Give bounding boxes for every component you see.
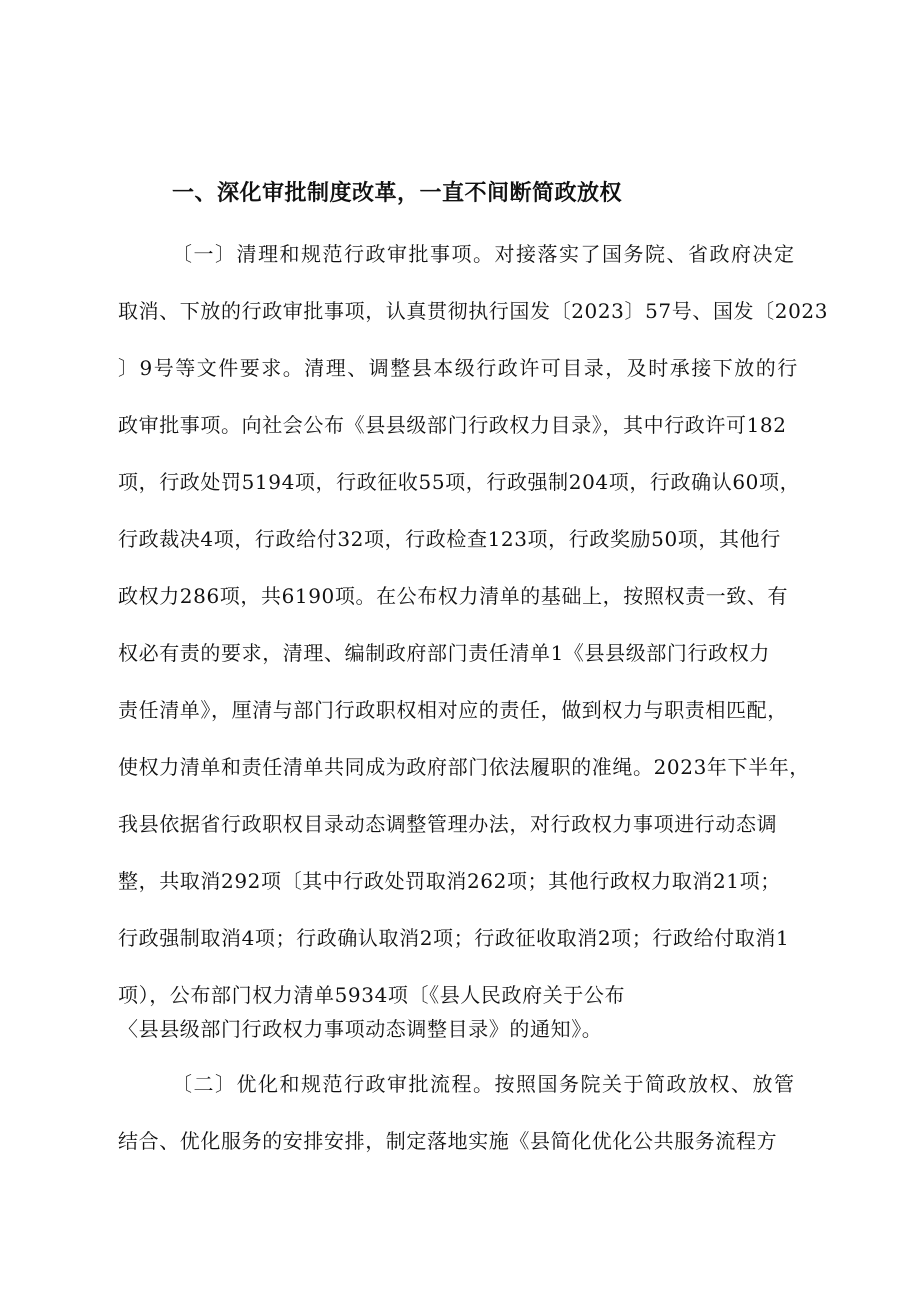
paragraph-line: 政权力286项，共6190项。在公布权力清单的基础上，按照权责一致、有 (118, 584, 789, 608)
paragraph-line: 政审批事项。向社会公布《县县级部门行政权力目录》，其中行政许可182 (118, 413, 787, 437)
paragraph-line: 取消、下放的行政审批事项，认真贯彻执行国发〔2023〕57号、国发〔2023 (118, 299, 829, 323)
paragraph-line: 〔一〕清理和规范行政审批事项。对接落实了国务院、省政府决定 (172, 242, 796, 266)
paragraph-line: 结合、优化服务的安排安排，制定落地实施《县简化优化公共服务流程方 (118, 1129, 778, 1153)
paragraph-line: 项，行政处罚5194项，行政征收55项，行政强制204项，行政确认60项， (118, 470, 801, 494)
paragraph-line: 行政裁决4项，行政给付32项，行政检查123项，行政奖励50项，其他行 (118, 527, 781, 551)
paragraph-line: 我县依据省行政职权目录动态调整管理办法，对行政权力事项进行动态调 (118, 812, 778, 836)
paragraph-line: 〈县县级部门行政权力事项动态调整目录》的通知》。 (118, 1017, 603, 1041)
paragraph-line: 使权力清单和责任清单共同成为政府部门依法履职的准绳。2023年下半年， (118, 755, 810, 779)
paragraph-line: 权必有责的要求，清理、编制政府部门责任清单1《县县级部门行政权力 (118, 641, 770, 665)
paragraph-line: 行政强制取消4项；行政确认取消2项；行政征收取消2项；行政给付取消1 (118, 926, 790, 950)
paragraph-line: 〕9号等文件要求。清理、调整县本级行政许可目录，及时承接下放的行 (118, 356, 799, 380)
paragraph-line: 整，共取消292项〔其中行政处罚取消262项；其他行政权力取消21项； (118, 869, 781, 893)
section-heading: 一、深化审批制度改革，一直不间断简政放权 (172, 181, 623, 206)
paragraph-line: 项），公布部门权力清单5934项〔《县人民政府关于公布 (118, 983, 626, 1007)
paragraph-line: 责任清单》，厘清与部门行政职权相对应的责任，做到权力与职责相匹配， (118, 698, 788, 722)
paragraph-line: 〔二〕优化和规范行政审批流程。按照国务院关于简政放权、放管 (172, 1072, 796, 1096)
